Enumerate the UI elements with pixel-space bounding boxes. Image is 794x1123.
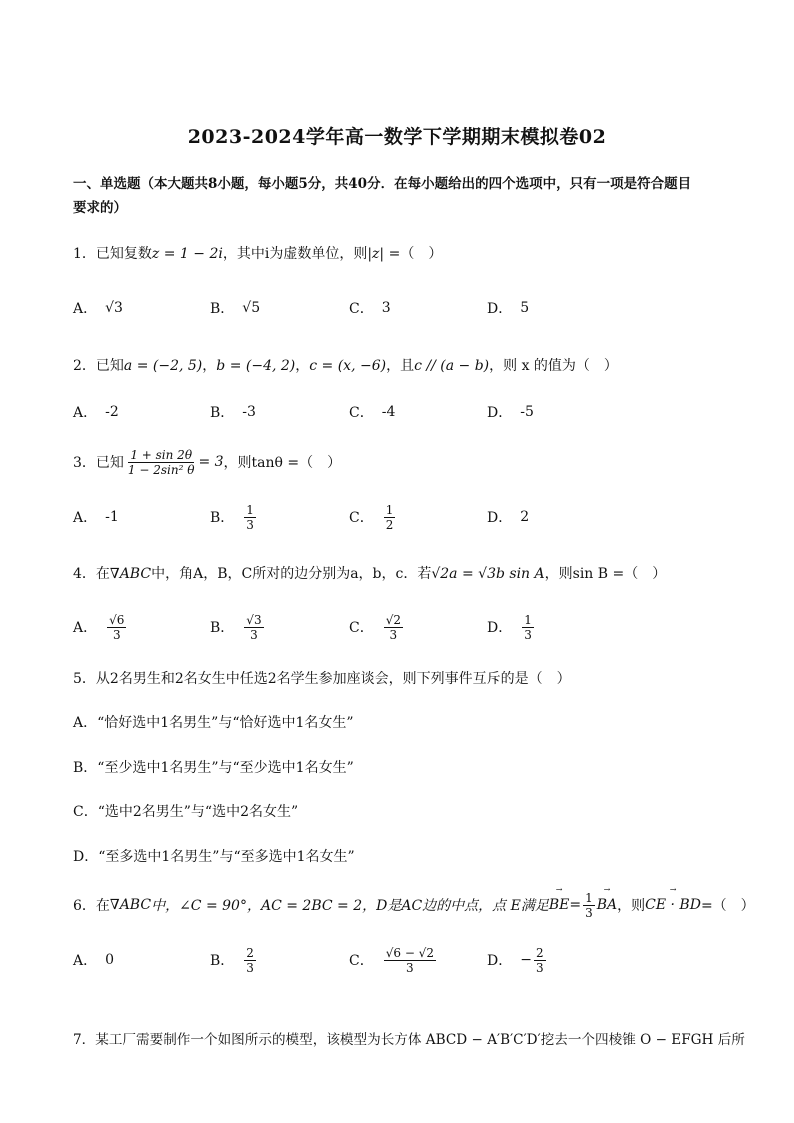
q4-text-c: ，则sin B =（ ） — [544, 566, 667, 582]
q2-option-b[interactable]: B． -3 — [210, 404, 256, 421]
q6-text-a: 6．在 — [73, 898, 110, 914]
q2-vector-b: b = (−4, 2) — [216, 358, 296, 374]
q2-vector-a: a = (−2, 5) — [123, 358, 203, 374]
q6-text-b: 中，∠C = 90°，AC = 2BC = 2，D是AC边的中点，点 E满足 — [151, 898, 549, 914]
q6-option-d[interactable]: D． − $\frac{2}{3}$ — [487, 945, 544, 975]
q1-option-b[interactable]: B． √5 — [210, 300, 261, 317]
question-3 — [73, 442, 733, 482]
q3-option-c[interactable]: C． $\frac{1}{2}$ — [349, 502, 394, 532]
q5-option-c[interactable]: C．“选中2名男生”与“选中2名女生” — [73, 804, 299, 820]
q6-vector-be: → BE — [549, 897, 570, 913]
q5-option-d[interactable]: D．“至多选中1名男生”与“至多选中1名女生” — [73, 849, 355, 865]
q1-option-d[interactable]: D． 5 — [487, 300, 530, 317]
q4-option-b[interactable]: B． $\frac{√3}{3}$ — [210, 612, 262, 642]
q1-middle: ，其中i为虚数单位，则 — [222, 246, 368, 262]
q3-option-d[interactable]: D． 2 — [487, 509, 530, 526]
q3-option-a[interactable]: A． -1 — [73, 509, 119, 526]
q6-fraction: $\frac{1}{3}$ — [585, 890, 593, 920]
q4-triangle: ∇ABC — [109, 566, 152, 582]
q1-option-c[interactable]: C． 3 — [349, 300, 391, 317]
q2-option-a[interactable]: A． -2 — [73, 404, 119, 421]
q4-option-a[interactable]: A． $\frac{√6}{3}$ — [73, 612, 125, 642]
q5-option-b[interactable]: B．“至少选中1名男生”与“至少选中1名女生” — [73, 760, 354, 776]
q6-text-c: ，则 — [617, 898, 646, 914]
section-heading-line-1: 一、单选题（本大题共8小题，每小题5分，共40分．在每小题给出的四个选项中，只有一项是符合题目 — [73, 176, 692, 192]
q2-prefix: 2．已知 — [73, 358, 124, 374]
q2-vector-c: c = (x, −6) — [309, 358, 387, 374]
q3-suffix: ，则tanθ =（ ） — [223, 455, 342, 471]
q2-suffix: ，则 x 的值为（ ） — [489, 358, 618, 374]
q4-options — [73, 607, 733, 647]
section-heading — [73, 172, 723, 220]
q1-expr: z = 1 − 2i — [151, 246, 223, 262]
q4-text-b: 中，角A，B，C所对的边分别为a，b，c．若 — [151, 566, 432, 582]
q4-option-c[interactable]: C． $\frac{√2}{3}$ — [349, 612, 401, 642]
q2-options — [73, 392, 733, 432]
q3-option-b[interactable]: B． $\frac{1}{3}$ — [210, 502, 254, 532]
q2-option-c[interactable]: C． -4 — [349, 404, 396, 421]
section-heading-line-2: 要求的） — [73, 200, 127, 216]
exam-title: 2023-2024学年高一数学下学期期末模拟卷02 — [187, 126, 607, 148]
q1-suffix: =（ ） — [384, 246, 443, 262]
q6-option-c[interactable]: C． $\frac{√6 - √2}{3}$ — [349, 945, 434, 975]
question-7: 7．某工厂需要制作一个如图所示的模型，该模型为长方体 ABCD − A′B′C′D′挖去一个四棱锥 O − EFGH 后所 — [73, 1032, 745, 1048]
q1-abs: |z| — [367, 246, 385, 262]
question-5: 5．从2名男生和2名女生中任选2名学生参加座谈会，则下列事件互斥的是（ ） — [73, 671, 571, 687]
q6-eq: = — [569, 897, 582, 913]
q3-eq: = 3 — [198, 454, 224, 470]
question-4 — [73, 563, 733, 583]
q1-prefix: 1．已知复数 — [73, 246, 152, 262]
q3-options — [73, 497, 733, 537]
q6-text-d: =（ ） — [700, 898, 755, 914]
q6-option-b[interactable]: B． $\frac{2}{3}$ — [210, 945, 254, 975]
q4-text-a: 4．在 — [73, 566, 110, 582]
q5-option-a[interactable]: A．“恰好选中1名男生”与“恰好选中1名女生” — [73, 715, 354, 731]
q6-dot-product: → CE · BD — [645, 897, 701, 913]
q2-option-d[interactable]: D． -5 — [487, 404, 534, 421]
q3-prefix: 3．已知 — [73, 455, 124, 471]
question-2: 2．已知a = (−2, 5)，b = (−4, 2)，c = (x, −6)，且c // (a − b)，则 x 的值为（ ） — [73, 358, 618, 374]
q2-condition: c // (a − b) — [414, 358, 490, 374]
q1-options — [73, 288, 733, 328]
q6-vector-ba: → BA — [597, 897, 617, 913]
q4-condition: √2a = √3b sin A — [431, 566, 545, 582]
question-1 — [73, 243, 733, 263]
q6-options — [73, 940, 733, 980]
question-6 — [73, 885, 755, 925]
q4-option-d[interactable]: D． $\frac{1}{3}$ — [487, 612, 532, 642]
q6-option-a[interactable]: A． 0 — [73, 952, 115, 969]
q6-triangle: ∇ABC — [109, 897, 152, 913]
q1-option-a[interactable]: A． √3 — [73, 300, 123, 317]
q3-fraction: $\frac{1 + \sin 2\theta}{\text{1 − 2sin² θ}}$ — [127, 447, 195, 477]
q2-middle: ，且 — [386, 358, 415, 374]
